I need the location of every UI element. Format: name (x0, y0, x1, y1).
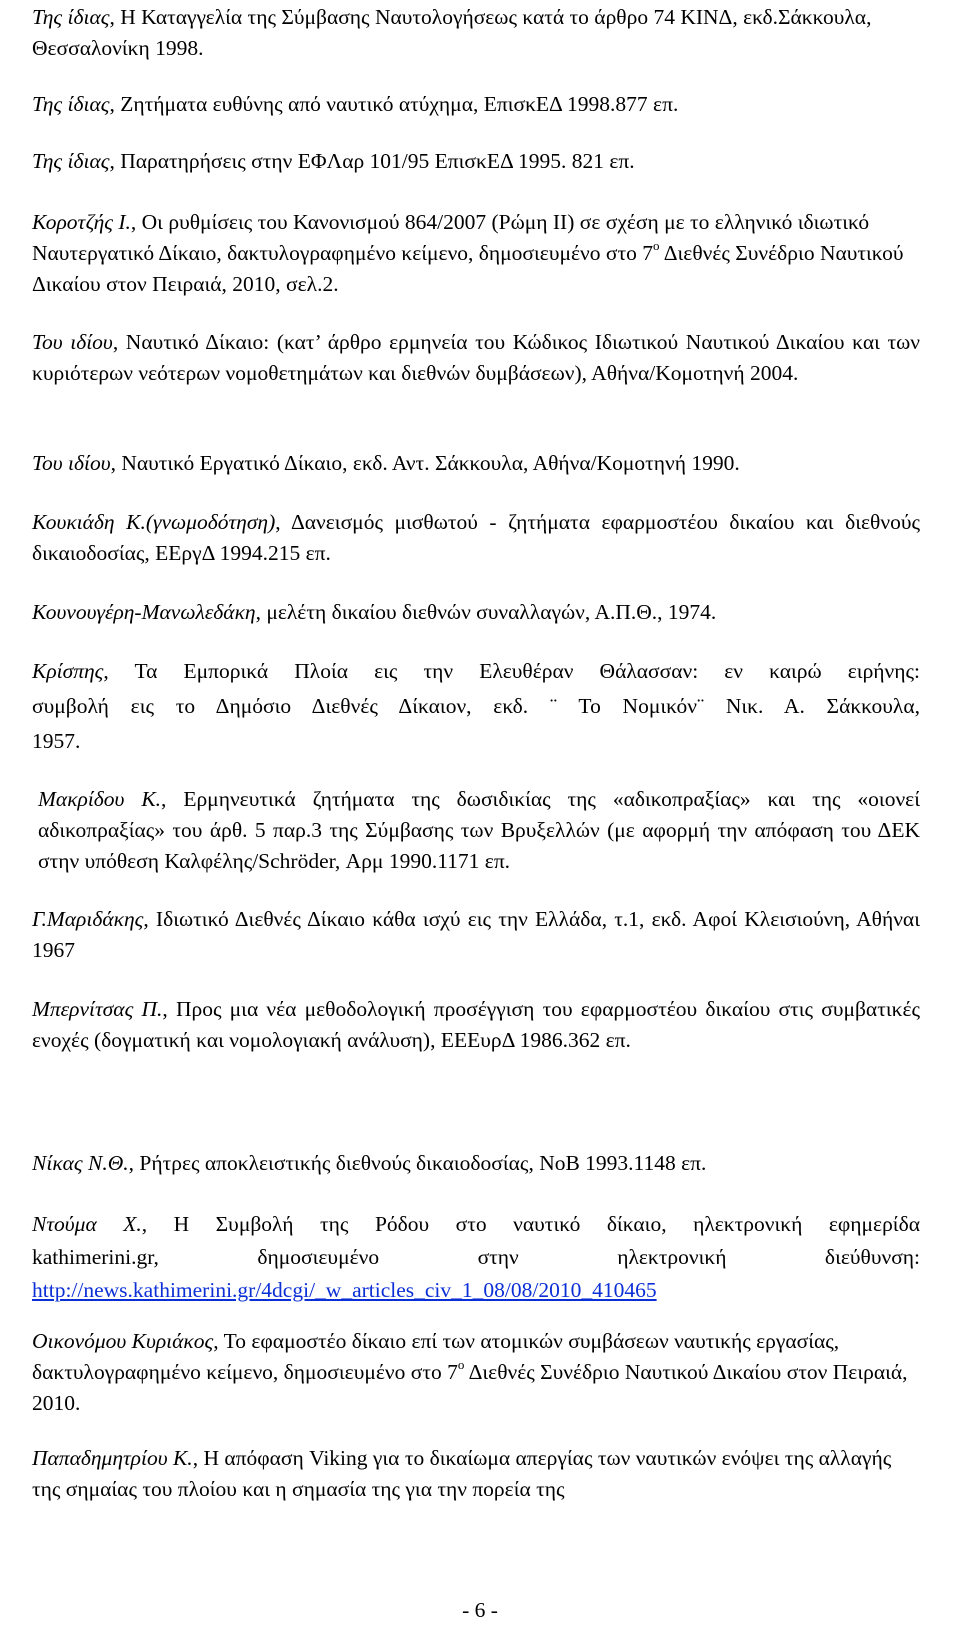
entry-text: , Ναυτικό Εργατικό Δίκαιο, εκδ. Αντ. Σάκκουλα, Αθήνα/Κομοτηνή 1990. (110, 451, 740, 475)
entry-author: Κουνουγέρη-Μανωλεδάκη (32, 600, 256, 624)
bibliography-entry (32, 146, 920, 177)
bibliography-entry (32, 1443, 920, 1505)
article-link[interactable]: http://news.kathimerini.gr/4dcgi/_w_articles_civ_1_08/08/2010_410465 (32, 1278, 657, 1302)
entry-author: Της ίδιας (32, 149, 110, 173)
entry-text: , Η Καταγγελία της Σύμβασης Ναυτολογήσεως κατά το άρθρο 74 ΚΙΝΔ, εκδ.Σάκκουλα, Θεσσαλονίκη 1998. (32, 5, 872, 60)
bibliography-entry (32, 327, 920, 389)
entry-line: συμβολή εις το Δημόσιο Διεθνές Δίκαιον, εκδ. ¨ Το Νομικόν¨ Νικ. Α. Σάκκουλα, (32, 694, 920, 718)
bibliography-entry (32, 207, 920, 300)
entry-line: 1957. (32, 729, 81, 753)
entry-text: , Ζητήματα ευθύνης από ναυτικό ατύχημα, ΕπισκΕΔ 1998.877 επ. (109, 92, 679, 116)
entry-author: Κρίσπης (32, 659, 104, 683)
entry-author: Οικονόμου Κυριάκος (32, 1329, 214, 1353)
entry-author: Μακρίδου Κ. (38, 787, 162, 811)
superscript: ο (653, 238, 660, 253)
bibliography-entry (32, 448, 920, 479)
bibliography-entry (32, 597, 920, 628)
entry-text: , Ιδιωτικό Διεθνές Δίκαιο κάθα ισχύ εις την Ελλάδα, τ.1, εκδ. Αφοί Κλεισιούνη, Αθήναι 1967 (32, 907, 920, 962)
entry-text: Διεθνές Συνέδριο Ναυτικού Δικαίου στον Πειραιά, 2010. (32, 1360, 908, 1415)
entry-author: Κοροτζής Ι. (32, 210, 131, 234)
entry-author: Της ίδιας (32, 92, 110, 116)
bibliography-entry (32, 507, 920, 569)
entry-text: , Τα Εμπορικά Πλοία εις την Ελευθέραν Θάλασσαν: εν καιρώ ειρήνης: (103, 659, 920, 683)
entry-author: Της ίδιας (32, 5, 110, 29)
bibliography-entry (32, 1326, 920, 1419)
bibliography-entry (32, 2, 920, 64)
bibliography-entry (32, 89, 920, 120)
superscript: ο (457, 1357, 465, 1372)
entry-text: Διεθνές Συνέδριο Ναυτικού Δικαίου στον Πειραιά, 2010, σελ.2. (32, 241, 904, 296)
entry-text: , Ρήτρες αποκλειστικής διεθνούς δικαιοδοσίας, ΝοΒ 1993.1148 επ. (128, 1151, 707, 1175)
entry-author: Του ιδίου (32, 330, 113, 354)
entry-text: , Η Συμβολή της Ρόδου στο ναυτικό δίκαιο, ηλεκτρονική εφημερίδα (141, 1212, 920, 1236)
entry-author: Νίκας Ν.Θ. (32, 1151, 129, 1175)
entry-line (32, 654, 920, 689)
bibliography-entry (32, 1208, 920, 1307)
entry-text: , Ερμηνευτικά ζητήματα της δωσιδικίας της «αδικοπραξίας» και της «οιονεί αδικοπραξίας» του άρθ. 5 παρ.3 της Σύμβασης των Βρυξελλών (με αφορμή την απόφαση του ΔΕΚ στην υπόθεση Καλφέλης/Schröder, Αρμ 1990.1171 επ. (38, 787, 920, 873)
bibliography-entry (38, 784, 920, 877)
entry-text: , Οι ρυθμίσεις του Κανονισμού 864/2007 (Ρώμη ΙΙ) σε σχέση με το ελληνικό ιδιωτικό Ναυτεργατικό Δίκαιο, δακτυλογραφημένο κείμενο, δημοσιευμένο στο 7 (32, 210, 870, 265)
entry-text: , Προς μια νέα μεθοδολογική προσέγγιση του εφαρμοστέου δικαίου στις συμβατικές ενοχές (δογματική και νομολογιακή ανάλυση), ΕΕΕυρΔ 1986.362 επ. (32, 997, 920, 1052)
entry-line (32, 1208, 920, 1241)
entry-author: Κουκιάδη Κ.(γνωμοδότηση) (32, 510, 276, 534)
bibliography-entry (32, 904, 920, 966)
entry-author: Ντούμα Χ. (32, 1212, 142, 1236)
entry-line (32, 1274, 920, 1307)
entry-author: Μπερνίτσας Π. (32, 997, 163, 1021)
entry-author: Γ.Μαριδάκης (32, 907, 144, 931)
bibliography-entry (32, 1148, 920, 1179)
page-number: - 6 - (462, 1598, 498, 1622)
entry-text: , Η απόφαση Viking για το δικαίωμα απεργίας των ναυτικών ενόψει της αλλαγής της σημαίας του πλοίου και η σημασία της για την πορεία της (32, 1446, 892, 1501)
entry-text: , Δανεισμός μισθωτού - ζητήματα εφαρμοστέου δικαίου και διεθνούς δικαιοδοσίας, ΕΕργΔ 1994.215 επ. (32, 510, 920, 565)
bibliography-entry (32, 994, 920, 1056)
entry-author: Του ιδίου (32, 451, 111, 475)
entry-text: , μελέτη δικαίου διεθνών συναλλαγών, Α.Π.Θ., 1974. (255, 600, 717, 624)
entry-text: , Ναυτικό Δίκαιο: (κατ’ άρθρο ερμηνεία του Κώδικος Ιδιωτικού Ναυτικού Δικαίου και των κυριότερων νεότερων νομοθετημάτων και διεθνών δυμβάσεων), Αθήνα/Κομοτηνή 2004. (32, 330, 920, 385)
entry-text: , Παρατηρήσεις στην ΕΦΛαρ 101/95 ΕπισκΕΔ 1995. 821 επ. (109, 149, 635, 173)
entry-author: Παπαδημητρίου Κ. (32, 1446, 193, 1470)
entry-line: kathimerini.gr, δημοσιευμένο στην ηλεκτρονική διεύθυνση: (32, 1245, 920, 1269)
bibliography-entry (32, 654, 920, 759)
entry-text: , Το εφαμοστέο δίκαιο επί των ατομικών συμβάσεων ναυτικής εργασίας, δακτυλογραφημένο κείμενο, δημοσιευμένο στο 7 (32, 1329, 840, 1384)
